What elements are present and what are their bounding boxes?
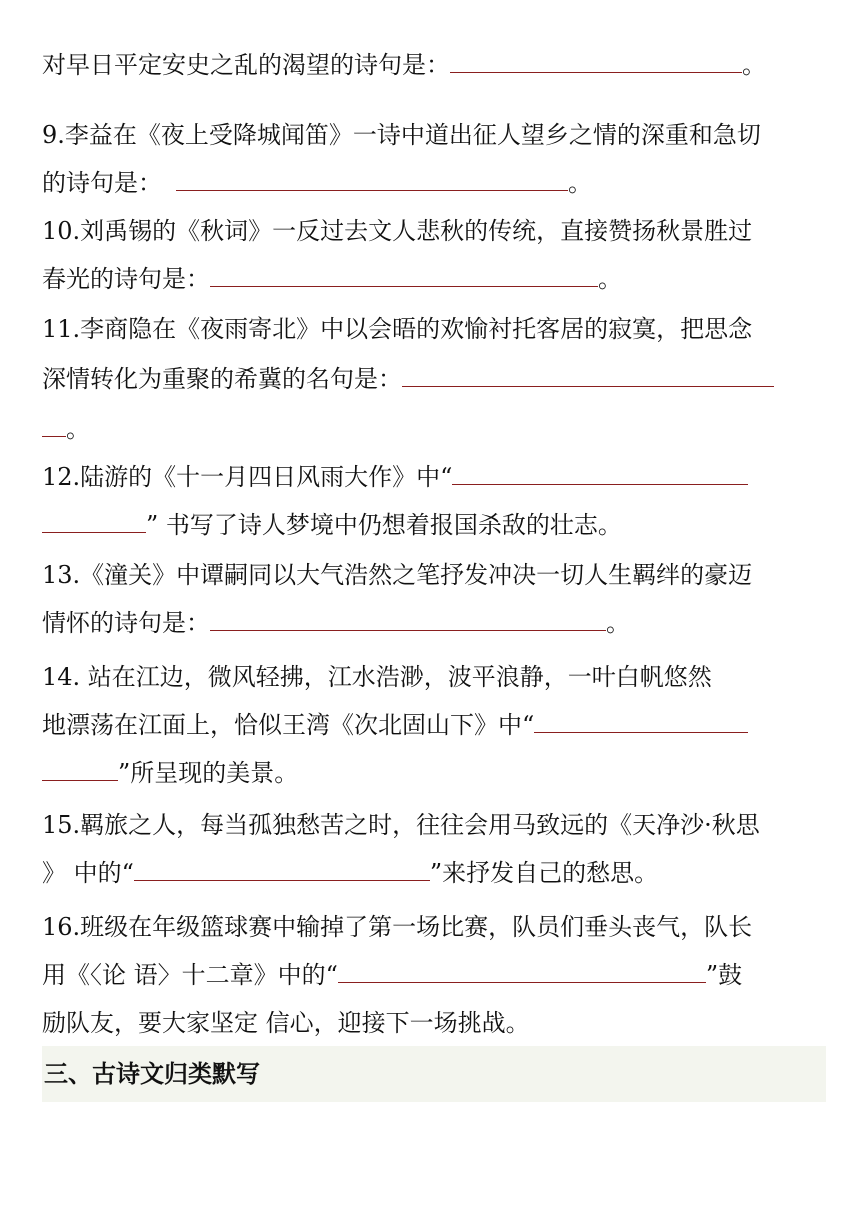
- question-line: [42, 660, 712, 694]
- answer-blank[interactable]: [452, 462, 748, 485]
- line-text: 。: [568, 169, 592, 197]
- answer-blank[interactable]: [42, 414, 66, 437]
- line-text: 12.陆游的《十一月四日风雨大作》中“: [42, 463, 453, 491]
- line-text: 。: [606, 609, 630, 637]
- question-line: [42, 856, 658, 890]
- line-text: 用《〈论 语〉十二章》中的“: [42, 961, 338, 989]
- line-text: 春光的诗句是：: [42, 265, 210, 293]
- line-text: 对早日平定安史之乱的渴望的诗句是：: [42, 51, 450, 79]
- question-line: [42, 808, 760, 842]
- question-line: [42, 214, 752, 248]
- answer-blank[interactable]: [42, 758, 118, 781]
- question-line: [42, 910, 752, 944]
- section-title: 三、古诗文归类默写: [44, 1060, 260, 1088]
- line-text: ”鼓: [705, 961, 743, 989]
- line-text: ” 书写了诗人梦境中仍想着报国杀敌的壮志。: [146, 511, 622, 539]
- question-line: [42, 508, 622, 542]
- line-text: 10.刘禹锡的《秋词》一反过去文人悲秋的传统，直接赞扬秋景胜过: [42, 217, 753, 245]
- question-line: [42, 412, 90, 446]
- line-text: 励队友，要大家坚定 信心，迎接下一场挑战。: [42, 1009, 530, 1037]
- answer-blank[interactable]: [176, 168, 568, 191]
- line-text: 。: [742, 51, 766, 79]
- question-line: [42, 558, 752, 592]
- question-line: [42, 1006, 530, 1040]
- line-text: 16.班级在年级篮球赛中输掉了第一场比赛，队员们垂头丧气，队长: [42, 913, 753, 941]
- line-text: 。: [598, 265, 622, 293]
- line-text: 13.《潼关》中谭嗣同以大气浩然之笔抒发冲决一切人生羁绊的豪迈: [42, 561, 753, 589]
- line-text: 深情转化为重聚的希冀的名句是：: [42, 365, 402, 393]
- line-text: 9.李益在《夜上受降城闻笛》一诗中道出征人望乡之情的深重和急切: [42, 121, 761, 149]
- question-line: [42, 460, 748, 494]
- line-text: 地漂荡在江面上，恰似王湾《次北固山下》中“: [42, 711, 535, 739]
- question-line: [42, 362, 774, 396]
- question-line: [42, 606, 630, 640]
- line-text: 15.羁旅之人，每当孤独愁苦之时，往往会用马致远的《天净沙·秋思: [42, 811, 760, 839]
- line-text: 11.李商隐在《夜雨寄北》中以会晤的欢愉衬托客居的寂寞，把思念: [42, 315, 753, 343]
- answer-blank[interactable]: [42, 510, 146, 533]
- question-line: [42, 48, 766, 82]
- question-line: [42, 166, 592, 200]
- answer-blank[interactable]: [134, 858, 430, 881]
- answer-blank[interactable]: [402, 364, 774, 387]
- answer-blank[interactable]: [210, 264, 598, 287]
- question-line: [42, 756, 298, 790]
- line-text: 的诗句是：: [42, 169, 162, 197]
- line-text: ”所呈现的美景。: [118, 759, 299, 787]
- answer-blank[interactable]: [450, 50, 742, 73]
- question-line: [42, 708, 748, 742]
- answer-blank[interactable]: [338, 960, 706, 983]
- line-text: 14. 站在江边，微风轻拂，江水浩渺，波平浪静，一叶白帆悠然: [42, 663, 712, 691]
- question-line: [42, 312, 752, 346]
- answer-blank[interactable]: [210, 608, 606, 631]
- question-line: [42, 118, 761, 152]
- question-line: [42, 958, 742, 992]
- section-heading: [42, 1046, 826, 1102]
- answer-blank[interactable]: [534, 710, 748, 733]
- line-text: 情怀的诗句是：: [42, 609, 210, 637]
- line-text: 。: [66, 415, 90, 443]
- question-line: [42, 262, 622, 296]
- line-text: ”来抒发自己的愁思。: [429, 859, 659, 887]
- line-text: 》 中的“: [42, 859, 134, 887]
